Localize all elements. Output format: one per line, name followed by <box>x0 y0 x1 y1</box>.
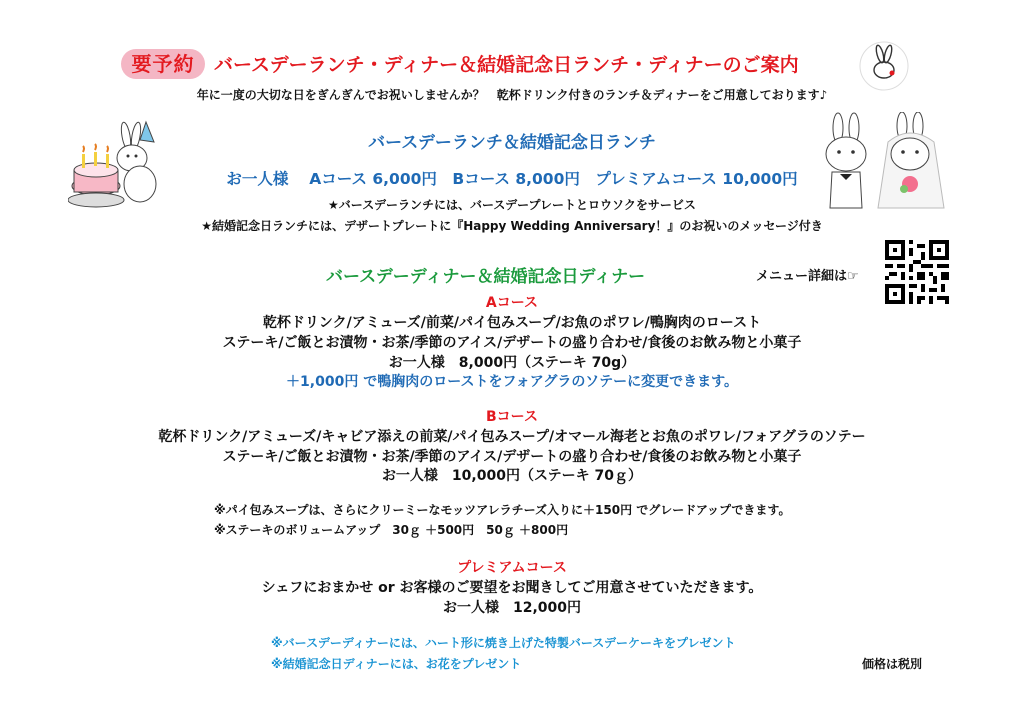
dinner-heading: バースデーディナー＆結婚記念日ディナー <box>326 267 646 287</box>
steak-upgrade-note: ※ステーキのボリュームアップ 30ｇ ＋500円 50ｇ ＋800円 <box>214 523 569 537</box>
course-a-menu-line2: ステーキ/ご飯とお漬物・お茶/季節のアイス/デザートの盛り合わせ/食後のお飲み物と小菓子 <box>222 335 802 351</box>
reservation-required-badge: 要予約 <box>121 49 205 79</box>
wedding-rabbits-illustration <box>812 112 952 212</box>
menu-details-link[interactable]: メニュー詳細は☞ <box>756 269 859 284</box>
lunch-heading: バースデーランチ＆結婚記念日ランチ <box>368 133 656 153</box>
premium-course-price: お一人様 12,000円 <box>442 600 582 616</box>
course-a-price: お一人様 8,000円（ステーキ 70g） <box>388 355 636 371</box>
footer-birthday-note: ※バースデーディナーには、ハート形に焼き上げた特製バースデーケーキをプレゼント <box>271 636 736 650</box>
intro-text: 年に一度の大切な日をぎんぎんでお祝いしませんか？ 乾杯ドリンク付きのランチ＆ディナーをご用意しております♪ <box>196 88 828 102</box>
course-b-menu-line1: 乾杯ドリンク/アミューズ/キャビア添えの前菜/パイ包みスープ/オマール海老とお魚のポワレ/フォアグラのソテー <box>158 429 866 445</box>
footer-anniversary-note: ※結婚記念日ディナーには、お花をプレゼント <box>271 657 522 671</box>
rabbit-logo <box>858 40 910 92</box>
course-b-price: お一人様 10,000円（ステーキ 70ｇ） <box>381 468 643 484</box>
page-title: バースデーランチ・ディナー＆結婚記念日ランチ・ディナーのご案内 <box>214 54 799 76</box>
course-b-title: Bコース <box>486 409 538 425</box>
course-b-menu-line2: ステーキ/ご飯とお漬物・お茶/季節のアイス/デザートの盛り合わせ/食後のお飲み物と小菓子 <box>222 449 802 465</box>
lunch-price-line: お一人様 Aコース 6,000円 Bコース 8,000円 プレミアムコース 10,000円 <box>226 170 798 188</box>
soup-upgrade-note: ※パイ包みスープは、さらにクリーミーなモッツアレラチーズ入りに＋150円 でグレードアップできます。 <box>214 503 791 517</box>
course-a-title: Aコース <box>485 295 539 311</box>
premium-course-desc: シェフにおまかせ or お客様のご要望をお聞きしてご用意させていただきます。 <box>261 580 763 596</box>
lunch-note-birthday: ★バースデーランチには、バースデープレートとロウソクをサービス <box>328 198 696 212</box>
premium-course-title: プレミアムコース <box>457 560 567 576</box>
tax-excluded-note: 価格は税別 <box>862 657 923 671</box>
lunch-note-anniversary: ★結婚記念日ランチには、デザートプレートに『Happy Wedding Anniversary！』のお祝いのメッセージ付き <box>201 219 823 233</box>
course-a-menu-line1: 乾杯ドリンク/アミューズ/前菜/パイ包みスープ/お魚のポワレ/鴨胸肉のロースト <box>262 315 762 331</box>
course-a-upgrade: ＋1,000円 で鴨胸肉のローストをフォアグラのソテーに変更できます。 <box>286 374 738 390</box>
